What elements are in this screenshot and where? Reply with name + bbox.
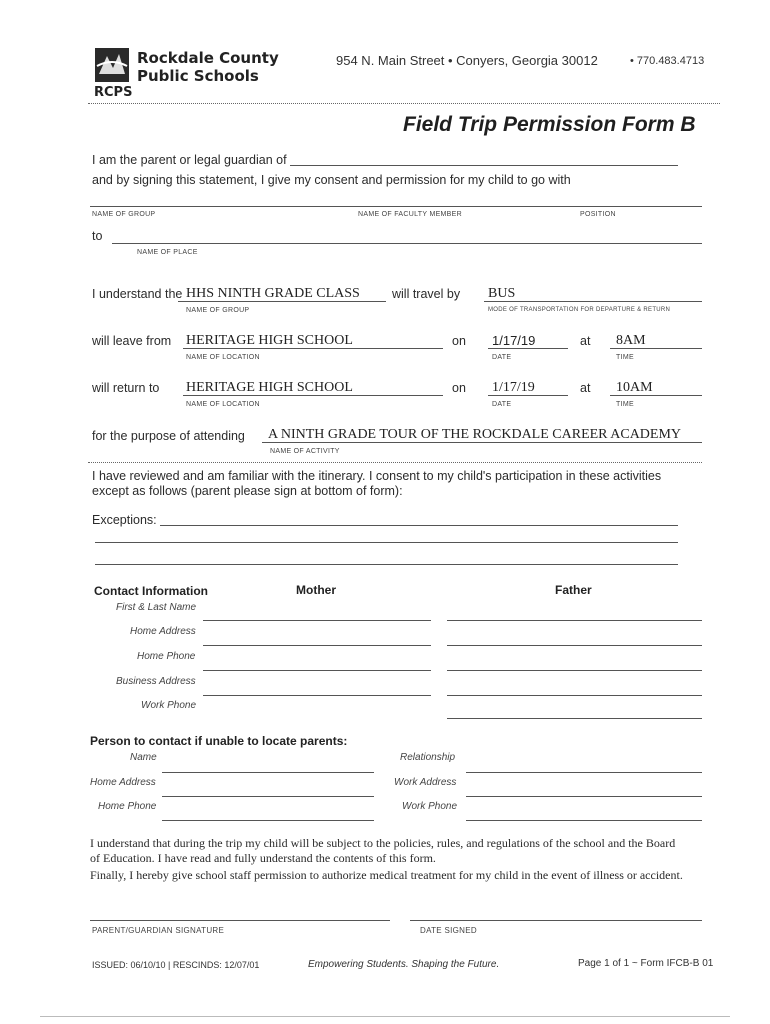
return-location-field[interactable]: [183, 395, 443, 396]
activity-field[interactable]: [262, 442, 702, 443]
leave-time-field[interactable]: [610, 348, 702, 349]
child-name-field[interactable]: [290, 165, 678, 166]
footer-issued: ISSUED: 06/10/10 | RESCINDS: 12/07/01: [92, 960, 260, 970]
alt-work-address-label: Work Address: [394, 777, 457, 788]
itinerary-line1: I have reviewed and am familiar with the itinerary. I consent to my child's participation in these activities: [92, 469, 662, 483]
caption-activity: NAME OF ACTIVITY: [270, 448, 340, 455]
label-understand: I understand the: [92, 287, 183, 301]
father-work-phone-field[interactable]: [447, 718, 702, 719]
label-to: to: [92, 229, 103, 243]
label-at-1: at: [580, 334, 591, 348]
org-name-line2: Public Schools: [137, 67, 259, 85]
mother-name-field[interactable]: [203, 620, 431, 621]
section-divider: [88, 462, 702, 463]
alt-work-address-field[interactable]: [466, 796, 702, 797]
caption-transportation: MODE OF TRANSPORTATION FOR DEPARTURE & RETURN: [488, 307, 671, 313]
return-date-value: 1/17/19: [492, 380, 535, 395]
caption-group: NAME OF GROUP: [186, 307, 250, 314]
exceptions-line-2[interactable]: [95, 542, 678, 543]
exceptions-label: Exceptions:: [92, 513, 157, 527]
statement-line2: of Education. I have read and fully understand the contents of this form.: [90, 851, 436, 865]
mother-heading: Mother: [296, 583, 336, 597]
label-return-to: will return to: [92, 381, 160, 395]
father-business-address-field[interactable]: [447, 695, 702, 696]
caption-name-of-place: NAME OF PLACE: [137, 249, 198, 256]
exceptions-line-1[interactable]: [160, 525, 678, 526]
alt-contact-heading: Person to contact if unable to locate parents:: [90, 734, 348, 748]
bottom-edge: [40, 1016, 730, 1017]
contact-heading: Contact Information: [94, 584, 208, 598]
label-on-1: on: [452, 334, 466, 348]
header-divider: [88, 103, 720, 104]
group-faculty-field[interactable]: [90, 206, 702, 207]
caption-name-of-group: NAME OF GROUP: [92, 211, 156, 218]
caption-date2: DATE: [492, 401, 512, 408]
field-business-address-label: Business Address: [116, 676, 196, 687]
group-field[interactable]: [178, 301, 386, 302]
alt-relationship-label: Relationship: [400, 752, 456, 763]
page-title: Field Trip Permission Form B: [403, 113, 696, 136]
leave-time-value: 8AM: [616, 333, 646, 348]
field-home-address-label: Home Address: [130, 626, 196, 637]
parent-signature-field[interactable]: [90, 920, 390, 921]
itinerary-line2: except as follows (parent please sign at bottom of form):: [92, 484, 403, 498]
exceptions-line-3[interactable]: [95, 564, 678, 565]
caption-time1: TIME: [616, 354, 634, 361]
org-abbr: RCPS: [94, 85, 133, 100]
leave-date-field[interactable]: [488, 348, 568, 349]
alt-home-phone-field[interactable]: [162, 820, 374, 821]
label-leave-from: will leave from: [92, 334, 172, 348]
field-home-phone-label: Home Phone: [137, 651, 196, 662]
address: 954 N. Main Street • Conyers, Georgia 30012: [336, 53, 598, 68]
mother-home-phone-field[interactable]: [203, 670, 431, 671]
alt-home-phone-label: Home Phone: [98, 801, 157, 812]
return-location-value: HERITAGE HIGH SCHOOL: [186, 380, 353, 395]
org-name-line1: Rockdale County: [137, 49, 279, 67]
label-travel-by: will travel by: [392, 287, 461, 301]
return-date-field[interactable]: [488, 395, 568, 396]
activity-value: A NINTH GRADE TOUR OF THE ROCKDALE CAREER ACADEMY: [268, 427, 682, 442]
caption-location1: NAME OF LOCATION: [186, 354, 260, 361]
date-signed-field[interactable]: [410, 920, 702, 921]
field-name-label: First & Last Name: [116, 602, 197, 613]
statement-line1: I understand that during the trip my child will be subject to the policies, rules, and regulations of the school and the Board: [90, 836, 676, 850]
district-logo-icon: [93, 46, 131, 84]
alt-work-phone-field[interactable]: [466, 820, 702, 821]
alt-name-field[interactable]: [162, 772, 374, 773]
leave-location-field[interactable]: [183, 348, 443, 349]
group-value: HHS NINTH GRADE CLASS: [186, 286, 360, 301]
father-home-address-field[interactable]: [447, 645, 702, 646]
footer-motto: Empowering Students. Shaping the Future.: [308, 959, 500, 970]
mother-business-address-field[interactable]: [203, 695, 431, 696]
caption-name-of-faculty: NAME OF FACULTY MEMBER: [358, 211, 462, 218]
caption-date1: DATE: [492, 354, 512, 361]
footer-page: Page 1 of 1 ~ Form IFCB-B 01: [578, 958, 714, 969]
father-name-field[interactable]: [447, 620, 702, 621]
mother-home-address-field[interactable]: [203, 645, 431, 646]
father-home-phone-field[interactable]: [447, 670, 702, 671]
intro-line2: and by signing this statement, I give my consent and permission for my child to go with: [92, 173, 571, 187]
intro-line1: I am the parent or legal guardian of: [92, 153, 287, 167]
transport-value: BUS: [488, 286, 516, 301]
alt-home-address-field[interactable]: [162, 796, 374, 797]
alt-relationship-field[interactable]: [466, 772, 702, 773]
alt-home-address-label: Home Address: [90, 777, 156, 788]
phone: • 770.483.4713: [630, 55, 705, 67]
caption-location2: NAME OF LOCATION: [186, 401, 260, 408]
return-time-value: 10AM: [616, 380, 653, 395]
father-heading: Father: [555, 583, 592, 597]
leave-date-value: 1/17/19: [492, 333, 536, 348]
return-time-field[interactable]: [610, 395, 702, 396]
transport-field[interactable]: [484, 301, 702, 302]
alt-name-label: Name: [130, 752, 157, 763]
label-at-2: at: [580, 381, 591, 395]
leave-location-value: HERITAGE HIGH SCHOOL: [186, 333, 353, 348]
label-purpose: for the purpose of attending: [92, 429, 245, 443]
alt-work-phone-label: Work Phone: [402, 801, 458, 812]
label-on-2: on: [452, 381, 466, 395]
statement-line3: Finally, I hereby give school staff permission to authorize medical treatment for my child in the event of illness or accident.: [90, 868, 683, 882]
field-work-phone-label: Work Phone: [141, 700, 197, 711]
caption-time2: TIME: [616, 401, 634, 408]
place-field[interactable]: [112, 243, 702, 244]
date-signed-label: DATE SIGNED: [420, 926, 477, 935]
parent-signature-label: PARENT/GUARDIAN SIGNATURE: [92, 926, 225, 935]
caption-position: POSITION: [580, 211, 616, 218]
